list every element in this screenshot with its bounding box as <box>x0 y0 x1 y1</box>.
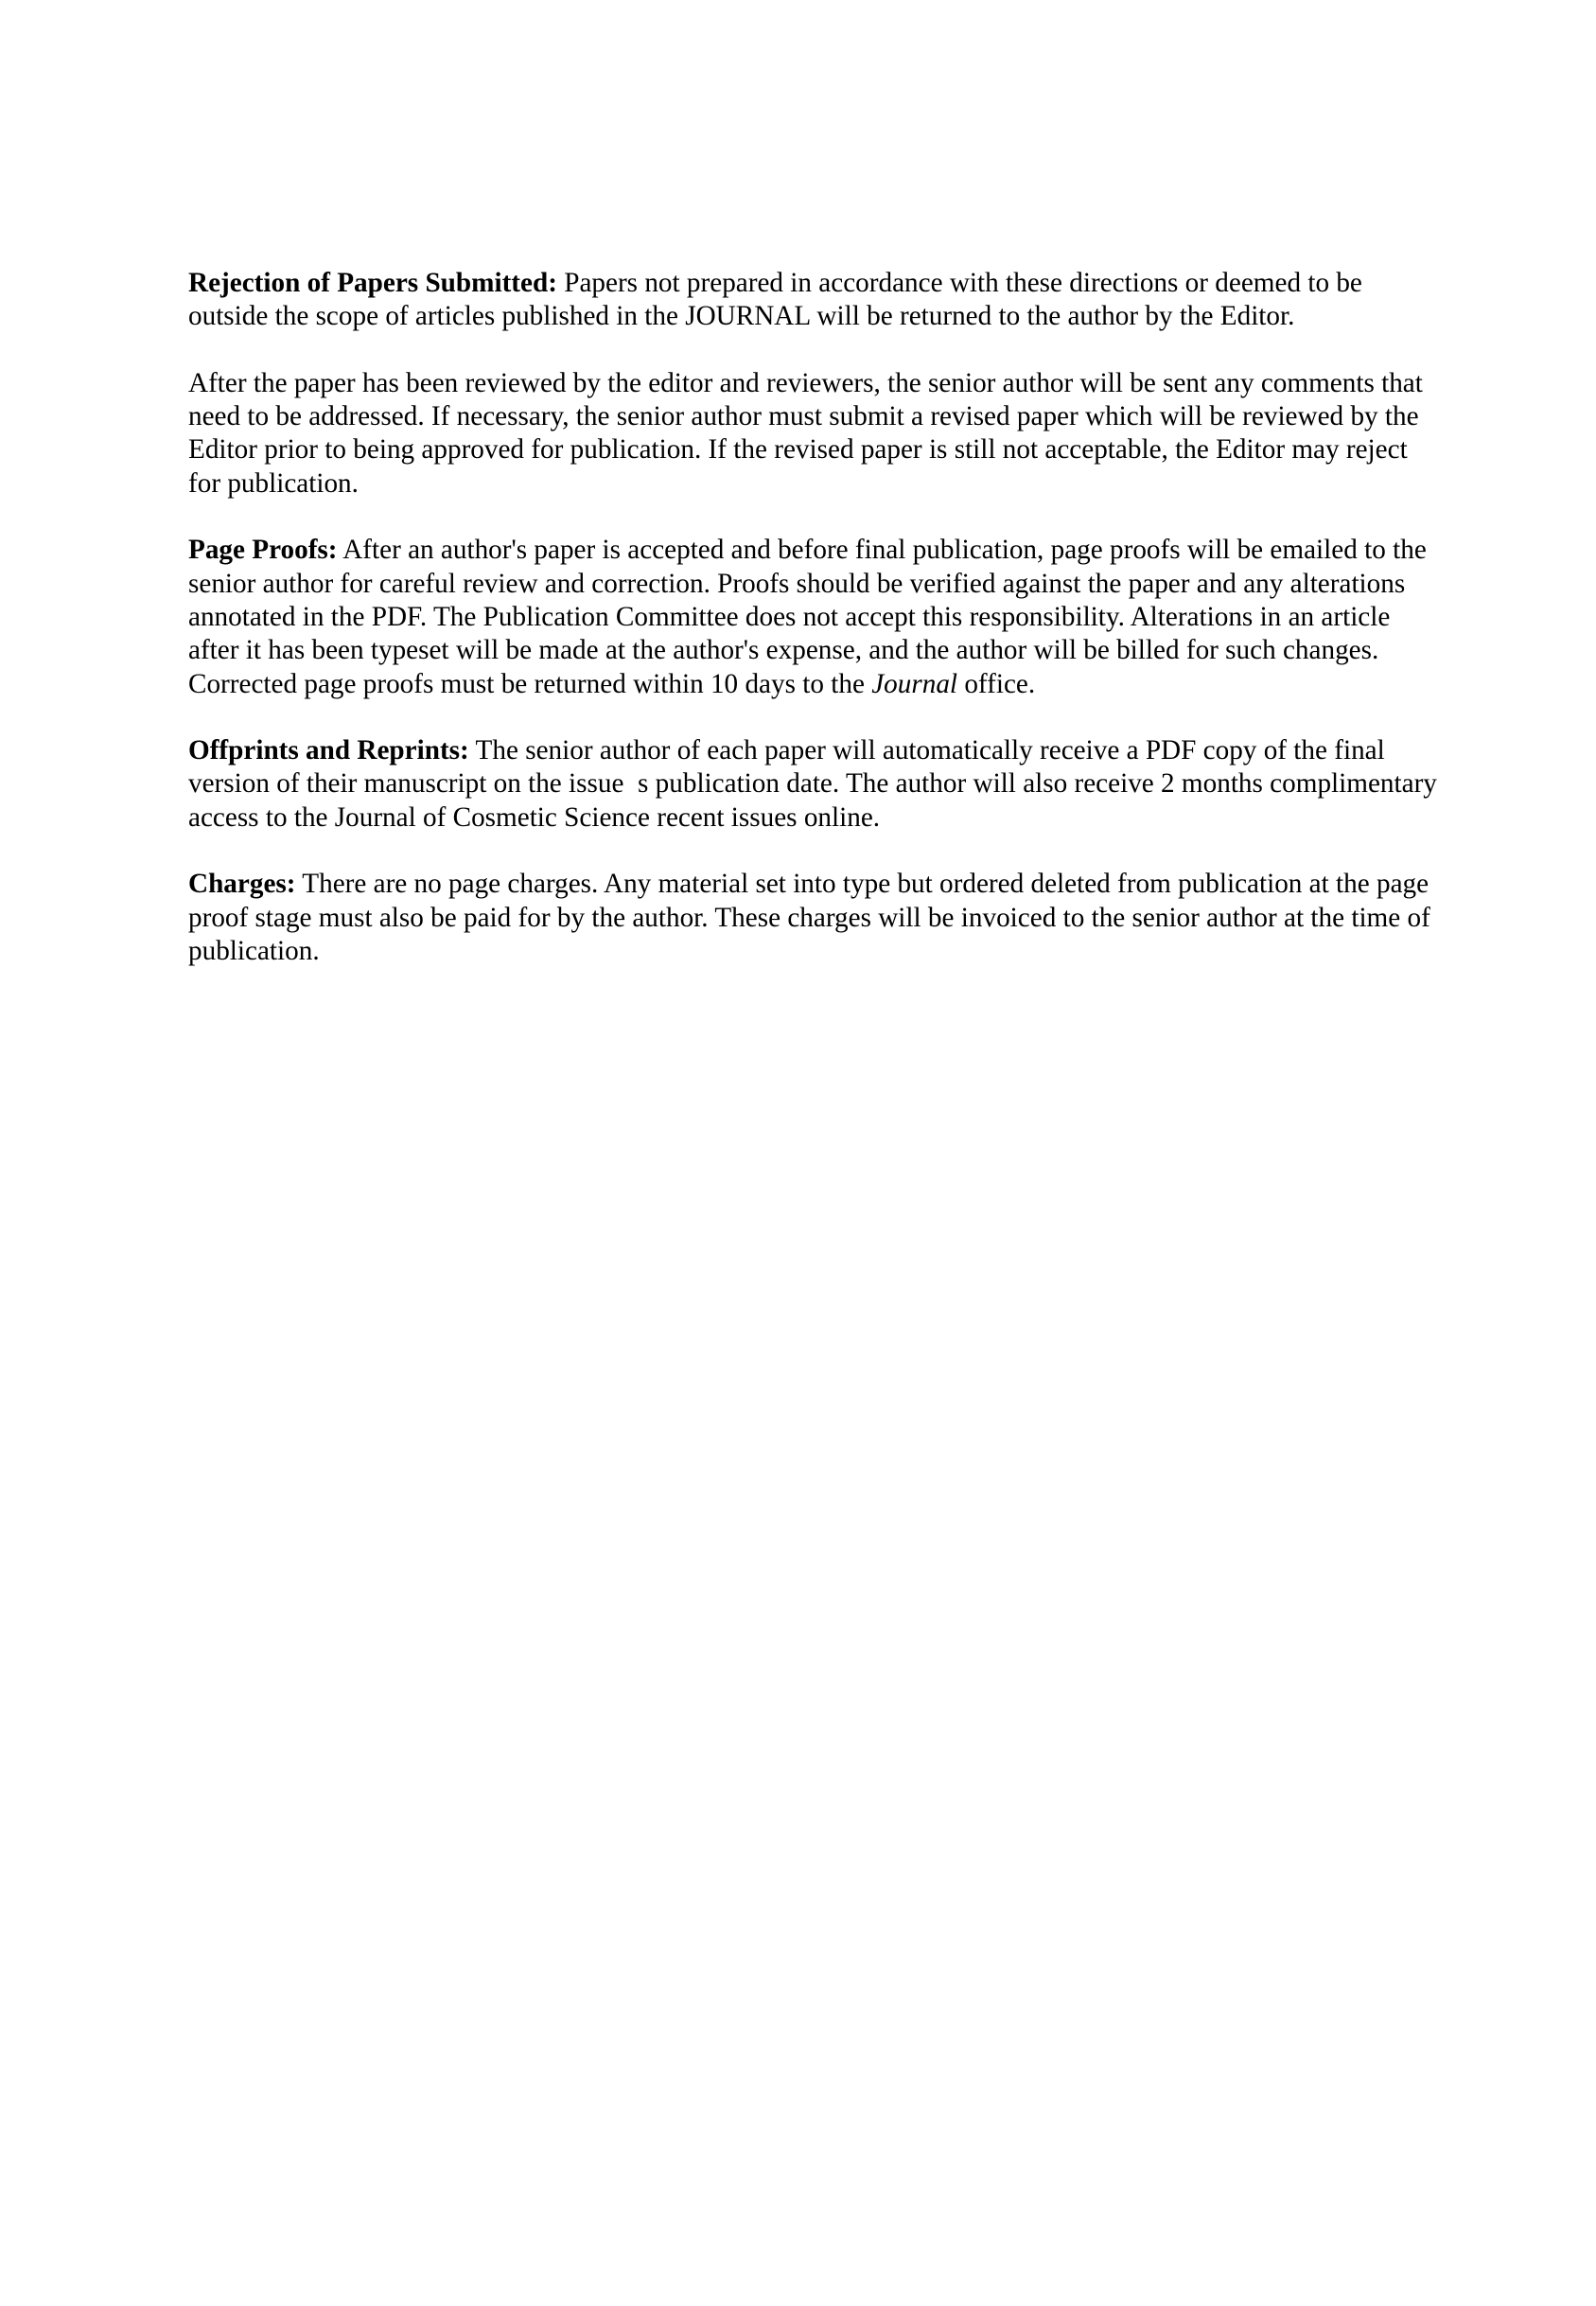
heading-rejection: Rejection of Papers Submitted: <box>188 268 557 298</box>
text-page-proofs: After an author's paper is accepted and before final publication, page proofs will be emailed to the senior author for careful review and correction. Proofs should be verified against the paper and any alterations annotated in the PDF. The Publication Committee does not accept this responsibility. Alterations in an article after it has been typeset will be made at the author's expense, and the author will be billed for such changes. Corrected page proofs must be returned within 10 days to the <box>188 535 1427 699</box>
journal-italic: Journal <box>871 668 958 699</box>
text-offprints: The senior author of each paper will automatically receive a PDF copy of the final version of their manuscript on the issue s publication date. The author will also receive 2 months complimentary access to the Journal of Cosmetic Science recent issues online. <box>188 735 1437 833</box>
text-rejection: Papers not prepared in accordance with these directions or deemed to be outside the scope of articles published in the JOURNAL will be returned to the author by the Editor. <box>188 268 1362 332</box>
heading-offprints: Offprints and Reprints: <box>188 735 469 766</box>
document-body <box>188 267 1437 1002</box>
paragraph-offprints <box>188 734 1437 835</box>
paragraph-review <box>188 367 1437 501</box>
heading-charges: Charges: <box>188 869 296 900</box>
heading-page-proofs: Page Proofs: <box>188 535 338 566</box>
paragraph-rejection <box>188 267 1437 334</box>
text-page-proofs-tail: office. <box>957 668 1036 699</box>
text-review: After the paper has been reviewed by the editor and reviewers, the senior author will be sent any comments that need to be addressed. If necessary, the senior author must submit a revised paper which will be reviewed by the Editor prior to being approved for publication. If the revised paper is still not acceptable, the Editor may reject for publication. <box>188 367 1423 499</box>
text-charges: There are no page charges. Any material set into type but ordered deleted from publication at the page proof stage must also be paid for by the author. These charges will be invoiced to the senior author at the time of publication. <box>188 869 1430 966</box>
paragraph-page-proofs <box>188 534 1437 700</box>
paragraph-charges <box>188 868 1437 968</box>
